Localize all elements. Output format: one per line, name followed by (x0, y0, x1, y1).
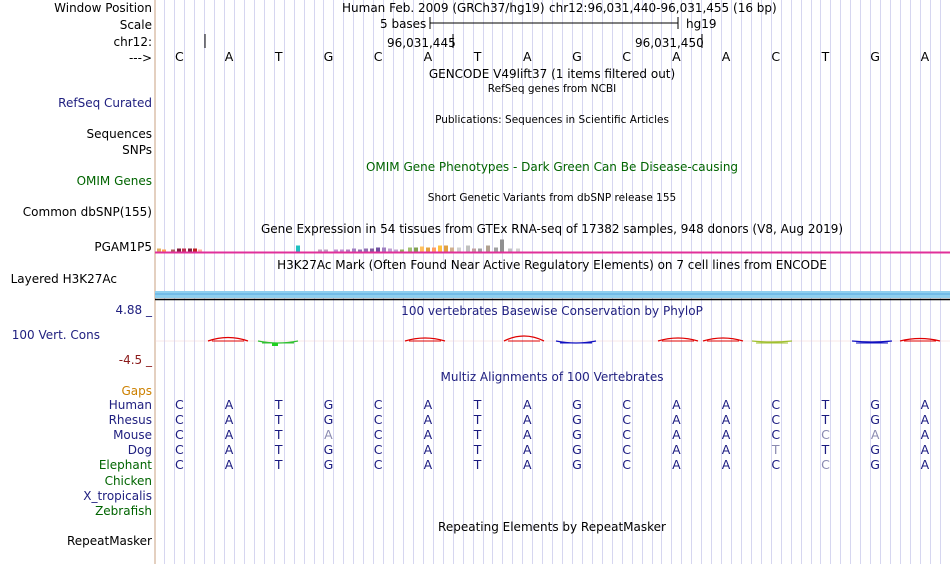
gtex-bar (408, 248, 412, 252)
alignment-base: C (622, 397, 631, 412)
alignment-base: T (771, 442, 780, 458)
reference-base[interactable]: A (721, 49, 731, 64)
gtex-bar (162, 250, 166, 252)
gtex-bar (346, 250, 350, 252)
reference-base[interactable]: A (920, 49, 930, 64)
position-tick-label: 96,031,445 (387, 36, 456, 50)
gtex-bar (177, 249, 181, 252)
alignment-base: C (174, 412, 184, 428)
gtex-bar (516, 249, 520, 252)
alignment-base: T (473, 427, 482, 443)
omim-track-label[interactable]: OMIM Genes (76, 174, 152, 188)
species-label[interactable]: Chicken (104, 473, 152, 488)
phylop-marker (272, 343, 278, 346)
gtex-bar (188, 249, 192, 252)
window-position-label[interactable]: Window Position (54, 1, 152, 15)
alignment-base: T (274, 397, 283, 412)
alignment-base: A (672, 442, 681, 458)
alignment-base: C (174, 457, 184, 473)
gtex-bar (370, 249, 374, 252)
alignment-base: C (622, 457, 631, 473)
alignment-base: A (672, 412, 681, 428)
reference-base[interactable]: T (821, 49, 830, 64)
gtex-bar (334, 250, 338, 252)
repeatmasker-track-title[interactable]: Repeating Elements by RepeatMasker (438, 520, 666, 534)
gtex-bar (193, 249, 197, 252)
alignment-base: A (721, 442, 731, 458)
scale-text: 5 bases (380, 17, 427, 31)
gtex-bar (364, 249, 368, 252)
gtex-bar (296, 246, 300, 252)
sequences-track-label[interactable]: Sequences (86, 127, 152, 141)
reference-base[interactable]: A (224, 49, 234, 64)
alignment-base: C (373, 457, 383, 473)
alignment-base: C (771, 427, 781, 443)
alignment-base: T (274, 412, 283, 428)
scale-bar (430, 17, 678, 29)
alignment-base: A (522, 412, 532, 428)
alignment-base: G (572, 427, 582, 443)
alignment-base: C (622, 427, 631, 443)
reference-base[interactable]: G (870, 49, 880, 64)
alignment-base: G (323, 397, 334, 412)
gtex-bar (508, 249, 512, 252)
species-label[interactable]: Rhesus (108, 413, 152, 428)
gtex-bar (494, 248, 498, 252)
chrom-label[interactable]: chr12: (113, 35, 152, 49)
alignment-base: G (323, 442, 334, 458)
omim-track-title[interactable]: OMIM Gene Phenotypes - Dark Green Can Be Disease-causing (365, 160, 739, 174)
alignment-base: A (423, 427, 433, 443)
reference-base[interactable]: T (274, 49, 283, 64)
alignment-base: A (721, 427, 731, 443)
species-label[interactable]: Zebrafish (95, 503, 152, 518)
gtex-bar (198, 250, 202, 252)
alignment-base: T (821, 397, 830, 412)
alignment-base: G (572, 457, 582, 473)
alignment-base: A (672, 457, 681, 473)
gtex-bar (466, 246, 470, 252)
alignment-base: A (423, 457, 433, 473)
alignment-base: A (423, 442, 433, 458)
position-tick-label: 96,031,450 (635, 36, 704, 50)
dbsnp-track-label[interactable]: Common dbSNP(155) (22, 205, 152, 219)
alignment-base: G (870, 397, 880, 412)
species-label[interactable]: Mouse (113, 428, 152, 443)
alignment-base: C (622, 412, 631, 428)
gtex-track-title[interactable]: Gene Expression in 54 tissues from GTEx RNA-seq of 17382 samples, 948 donors (V8, Aug 2019) (260, 222, 844, 236)
gtex-gene-label[interactable]: PGAM1P5 (94, 240, 152, 254)
alignment-base: T (473, 397, 482, 412)
alignment-base: C (373, 442, 383, 458)
gaps-track-label[interactable]: Gaps (121, 384, 152, 398)
gtex-bar (400, 250, 404, 252)
phylop-max-label: 4.88 _ (115, 303, 152, 317)
species-label[interactable]: Human (108, 398, 152, 412)
gtex-bar (478, 249, 482, 252)
gtex-bar (352, 249, 356, 252)
alignment-base: A (920, 427, 930, 443)
gtex-bar (171, 250, 175, 252)
gtex-bar (438, 246, 442, 252)
alignment-base: A (721, 397, 731, 412)
gtex-bar (500, 240, 504, 252)
alignment-base: G (870, 412, 880, 428)
gtex-bar (414, 248, 418, 252)
gtex-bar (358, 250, 362, 252)
alignment-base: T (274, 457, 283, 473)
gtex-bar (457, 248, 461, 252)
phylop-track-label[interactable]: 100 Vert. Cons (11, 328, 100, 342)
alignment-base: A (423, 397, 433, 412)
alignment-base: G (323, 412, 334, 428)
strand-arrow-label[interactable]: ---> (128, 51, 152, 65)
refseq-track-title[interactable]: RefSeq genes from NCBI (487, 83, 617, 95)
reference-base[interactable]: G (323, 49, 334, 64)
alignment-base: A (522, 427, 532, 443)
dbsnp-track-title[interactable]: Short Genetic Variants from dbSNP release 155 (427, 192, 677, 204)
alignment-base: T (473, 457, 482, 473)
gencode-track-title[interactable]: GENCODE V49lift37 (1 items filtered out) (428, 67, 676, 81)
assembly-title: Human Feb. 2009 (GRCh37/hg19) (342, 1, 545, 15)
species-label[interactable]: Elephant (98, 458, 152, 473)
gtex-expression-bars (157, 240, 520, 252)
alignment-base: A (920, 397, 930, 412)
reference-base[interactable]: C (174, 49, 184, 64)
reference-base[interactable]: A (522, 49, 532, 64)
gtex-bar (376, 248, 380, 252)
alignment-base: A (721, 457, 731, 473)
species-label[interactable]: Dog (127, 443, 152, 458)
alignment-base: C (771, 397, 781, 412)
alignment-base: A (522, 442, 532, 458)
alignment-base: G (572, 397, 582, 412)
phylop-peak (504, 336, 544, 341)
reference-base[interactable]: C (373, 49, 383, 64)
alignment-base: C (373, 427, 383, 443)
alignment-base: C (373, 397, 383, 412)
alignment-base: A (224, 442, 234, 458)
h3k27ac-track-label[interactable]: Layered H3K27Ac (10, 272, 117, 286)
alignment-base: A (224, 427, 234, 443)
reference-base[interactable]: T (473, 49, 482, 64)
alignment-base: G (870, 442, 880, 458)
alignment-base: A (522, 397, 532, 412)
alignment-base: T (821, 442, 830, 458)
gtex-bar (182, 249, 186, 252)
gtex-bar (420, 247, 424, 252)
gtex-bar (388, 249, 392, 252)
gtex-bar (444, 246, 448, 252)
gtex-bar (472, 249, 476, 252)
alignment-base: C (174, 442, 184, 458)
alignment-base: C (373, 412, 383, 428)
alignment-base: A (672, 427, 681, 443)
alignment-base: A (920, 412, 930, 428)
alignment-base: C (174, 397, 184, 412)
scale-assembly: hg19 (686, 17, 717, 31)
alignment-base: C (622, 442, 631, 458)
gtex-bar (486, 246, 490, 252)
h3k27ac-track-title[interactable]: H3K27Ac Mark (Often Found Near Active Regulatory Elements) on 7 cell lines from ENCODE (277, 258, 827, 272)
alignment-base: A (224, 457, 234, 473)
alignment-base: C (821, 427, 830, 443)
alignment-base: G (572, 442, 582, 458)
alignment-base: A (324, 427, 333, 443)
alignment-base: A (672, 397, 681, 412)
gtex-bar (426, 248, 430, 252)
alignment-base: T (274, 442, 283, 458)
snps-track-label[interactable]: SNPs (122, 143, 152, 157)
alignment-base: A (224, 412, 234, 428)
reference-base[interactable]: A (423, 49, 433, 64)
species-label[interactable]: X_tropicalis (83, 488, 152, 503)
phylop-track-title[interactable]: 100 vertebrates Basewise Conservation by PhyloP (401, 304, 703, 318)
alignment-base: T (473, 412, 482, 428)
gtex-bar (394, 250, 398, 252)
alignment-base: A (522, 457, 532, 473)
alignment-base: T (473, 442, 482, 458)
alignment-base: C (174, 427, 184, 443)
alignment-base: G (323, 457, 334, 473)
gtex-bar (324, 250, 328, 252)
gtex-bar (432, 248, 436, 252)
gtex-bar (382, 248, 386, 252)
alignment-base: A (423, 412, 433, 428)
alignment-base: A (870, 427, 880, 443)
reference-base[interactable]: C (771, 49, 781, 64)
repeatmasker-track-label[interactable]: RepeatMasker (66, 534, 152, 548)
publications-track-title[interactable]: Publications: Sequences in Scientific Articles (435, 114, 669, 126)
gtex-bar (450, 248, 454, 252)
refseq-track-label[interactable]: RefSeq Curated (58, 96, 152, 110)
alignment-base: A (920, 457, 930, 473)
gtex-bar (157, 249, 161, 252)
alignment-base: C (771, 457, 781, 473)
phylop-min-label: -4.5 _ (118, 353, 152, 367)
alignment-base: A (224, 397, 234, 412)
alignment-base: A (920, 442, 930, 458)
gtex-bar (340, 250, 344, 252)
multiz-track-title[interactable]: Multiz Alignments of 100 Vertebrates (440, 370, 664, 384)
scale-label[interactable]: Scale (119, 18, 152, 32)
alignment-base: G (572, 412, 582, 428)
position-text: chr12:96,031,440-96,031,455 (16 bp) (549, 1, 777, 15)
reference-base[interactable]: G (572, 49, 582, 64)
reference-base[interactable]: A (672, 49, 681, 64)
alignment-base: C (821, 457, 830, 473)
reference-base[interactable]: C (622, 49, 631, 64)
alignment-base: A (721, 412, 731, 428)
alignment-base: G (870, 457, 880, 473)
alignment-base: C (771, 412, 781, 428)
gtex-bar (318, 250, 322, 252)
alignment-base: T (821, 412, 830, 428)
alignment-base: T (274, 427, 283, 443)
